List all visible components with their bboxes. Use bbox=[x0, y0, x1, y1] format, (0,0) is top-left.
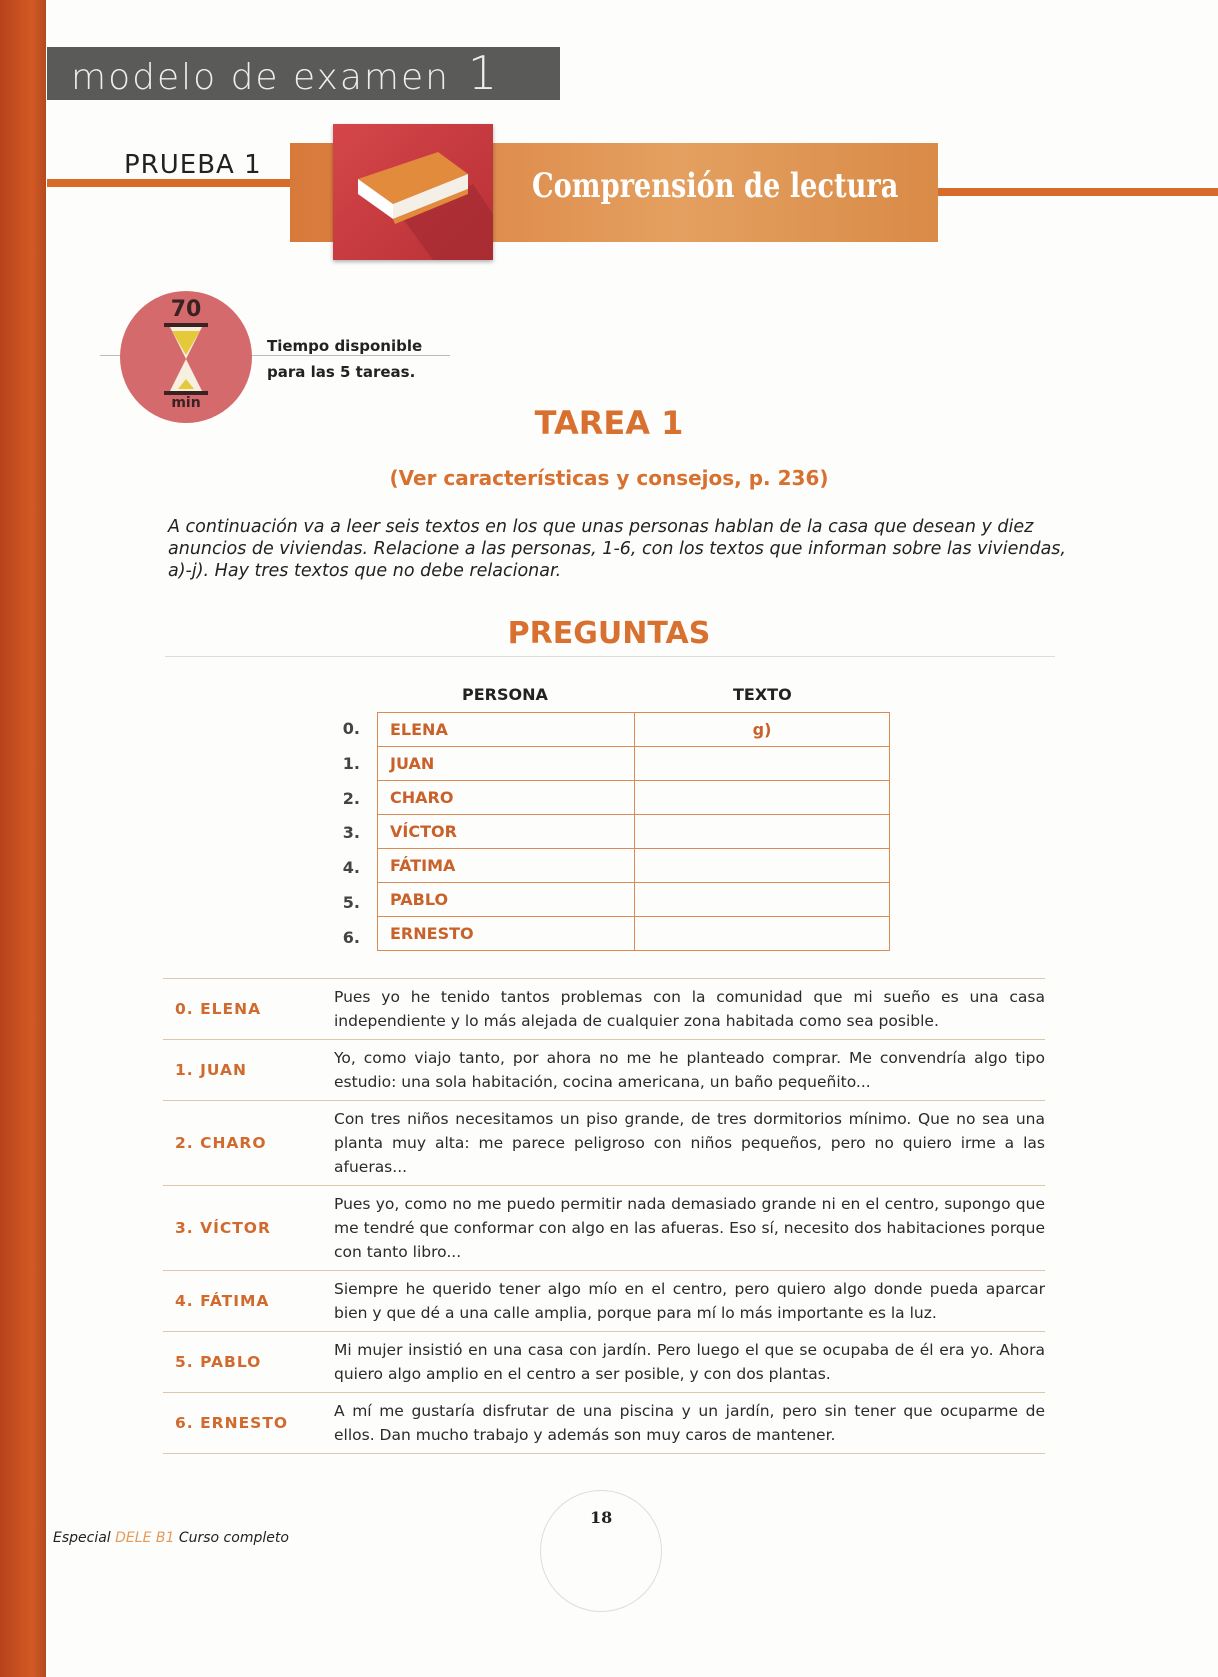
text-item bbox=[163, 1039, 1045, 1100]
table-row bbox=[378, 917, 890, 951]
table-row bbox=[378, 883, 890, 917]
timer-unit: min bbox=[171, 395, 201, 411]
row-number: 3. bbox=[342, 823, 360, 843]
timer-minutes: 70 bbox=[170, 297, 202, 322]
text-body: A mí me gustaría disfrutar de una piscina y un jardín, pero sin tener que ocuparme de ellos. Dan mucho trabajo y además son muy caros de mantener. bbox=[334, 1402, 1045, 1444]
text-body: Siempre he querido tener algo mío en el centro, pero quiero algo donde pueda aparcar bien y que dé a una calle amplia, porque para mí lo más importante es la luz. bbox=[334, 1280, 1045, 1322]
persona-cell: JUAN bbox=[378, 747, 635, 781]
texto-answer-cell[interactable] bbox=[635, 815, 890, 849]
texto-answer-cell[interactable] bbox=[635, 747, 890, 781]
col-header-texto: TEXTO bbox=[733, 685, 792, 704]
text-person-label: 0. ELENA bbox=[175, 1000, 262, 1018]
table-row bbox=[378, 747, 890, 781]
row-number: 5. bbox=[342, 893, 360, 912]
text-item bbox=[163, 1392, 1045, 1454]
persona-cell: ELENA bbox=[378, 713, 635, 747]
text-person-label: 6. ERNESTO bbox=[175, 1414, 289, 1432]
text-item bbox=[163, 1331, 1045, 1392]
texto-answer-cell[interactable] bbox=[635, 883, 890, 917]
text-body: Pues yo he tenido tantos problemas con la comunidad que mi sueño es una casa independiente y lo más alejada de cualquier zona habitada como sea posible. bbox=[334, 988, 1045, 1030]
divider bbox=[938, 188, 1218, 196]
timer-line: Tiempo disponible bbox=[267, 337, 423, 355]
page-number: 18 bbox=[590, 1508, 613, 1527]
task-instructions: A continuación va a leer seis textos en los que unas personas hablan de la casa que desean y diez anuncios de viviendas. Relacione a las personas, 1-6, con los textos que informan sobre las viviendas, a)-j). Hay tres textos que no debe relacionar. bbox=[168, 517, 1066, 581]
persona-cell: FÁTIMA bbox=[378, 849, 635, 883]
texto-answer-cell[interactable] bbox=[635, 781, 890, 815]
exam-header-title: modelo de examen bbox=[71, 57, 450, 98]
text-body: Yo, como viajo tanto, por ahora no me he planteado comprar. Me convendría algo tipo estudio: una sola habitación, cocina americana, un baño pequeñito... bbox=[334, 1049, 1045, 1091]
footer bbox=[53, 1530, 289, 1546]
answer-table bbox=[377, 712, 890, 951]
text-person-label: 2. CHARO bbox=[175, 1134, 267, 1152]
row-number: 1. bbox=[342, 753, 360, 773]
persona-cell: ERNESTO bbox=[378, 917, 635, 951]
left-color-strip bbox=[0, 0, 46, 1677]
texto-answer-cell[interactable] bbox=[635, 849, 890, 883]
persona-cell: VÍCTOR bbox=[378, 815, 635, 849]
texto-answer-cell[interactable]: g) bbox=[635, 713, 890, 747]
text-person-label: 5. PABLO bbox=[175, 1353, 262, 1371]
text-person-label: 4. FÁTIMA bbox=[175, 1292, 270, 1310]
footer-text: Curso completo bbox=[178, 1530, 289, 1546]
text-person-label: 1. JUAN bbox=[175, 1061, 247, 1079]
prueba-label: PRUEBA 1 bbox=[124, 150, 262, 180]
footer-text: Especial bbox=[53, 1530, 111, 1546]
timer-line: para las 5 tareas. bbox=[267, 363, 416, 381]
text-item bbox=[163, 1185, 1045, 1270]
divider bbox=[47, 179, 292, 187]
row-number: 2. bbox=[342, 788, 360, 808]
divider bbox=[165, 656, 1055, 657]
book-icon bbox=[333, 124, 493, 260]
table-row bbox=[378, 815, 890, 849]
footer-brand: DELE B1 bbox=[115, 1530, 175, 1546]
text-body: Mi mujer insistió en una casa con jardín. Pero luego el que se ocupaba de él era yo. Ahora quiero algo amplio en el centro a ser posible, y con dos plantas. bbox=[334, 1341, 1045, 1383]
exam-header bbox=[47, 47, 560, 100]
row-number: 6. bbox=[342, 927, 360, 947]
table-row bbox=[378, 713, 890, 747]
row-number: 4. bbox=[342, 858, 360, 878]
text-item bbox=[163, 978, 1045, 1039]
table-row bbox=[378, 781, 890, 815]
section-title: Comprensión de lectura bbox=[532, 166, 899, 206]
text-body: Pues yo, como no me puedo permitir nada demasiado grande ni en el centro, supongo que me tendré que conformar con algo en las afueras. Eso sí, necesito dos habitaciones porque con tanto libro... bbox=[334, 1195, 1045, 1261]
text-person-label: 3. VÍCTOR bbox=[175, 1219, 271, 1237]
persona-cell: CHARO bbox=[378, 781, 635, 815]
texto-answer-cell[interactable] bbox=[635, 917, 890, 951]
texts-list bbox=[163, 978, 1045, 1454]
task-subtitle: (Ver características y consejos, p. 236) bbox=[389, 466, 829, 490]
text-item bbox=[163, 1100, 1045, 1185]
table-row bbox=[378, 849, 890, 883]
persona-cell: PABLO bbox=[378, 883, 635, 917]
text-item bbox=[163, 1270, 1045, 1331]
questions-title: PREGUNTAS bbox=[507, 616, 711, 651]
timer-info bbox=[267, 333, 422, 385]
text-body: Con tres niños necesitamos un piso grande, de tres dormitorios mínimo. Que no sea una planta muy alta: me parece peligroso con niños pequeños, pero no quiero irme a las afueras... bbox=[334, 1110, 1045, 1176]
row-number: 0. bbox=[342, 719, 360, 738]
col-header-persona: PERSONA bbox=[462, 685, 548, 704]
task-title: TAREA 1 bbox=[534, 404, 684, 442]
exam-number: 1 bbox=[467, 46, 500, 100]
